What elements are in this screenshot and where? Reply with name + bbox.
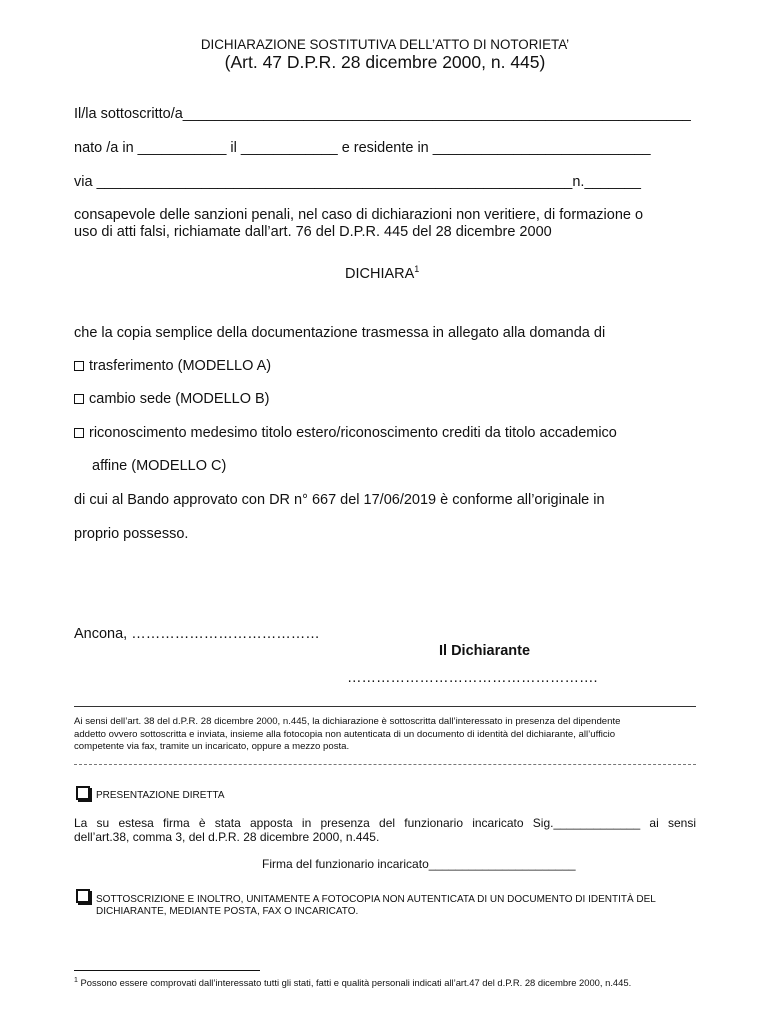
sottoscrizione-line-1: SOTTOSCRIZIONE E INOLTRO, UNITAMENTE A FOTOCOPIA NON AUTENTICATA DI UN DOCUMENTO DI IDENTITÀ DEL: [96, 894, 656, 905]
notice-line-2: addetto ovvero sottoscritta e inviata, insieme alla fotocopia non autenticata di un documento di identità del dichiarante, all’ufficio: [74, 729, 616, 740]
presentazione-text-2: dell’art.38, comma 3, del d.P.R. 28 dicembre 2000, n.445.: [74, 830, 380, 844]
option-c-label: riconoscimento medesimo titolo estero/riconoscimento crediti da titolo accademico: [89, 425, 617, 441]
checkbox-icon[interactable]: [74, 394, 84, 404]
notice-line-1: Ai sensi dell’art. 38 del d.P.R. 28 dicembre 2000, n.445, la dichiarazione è sottoscritta dall’interessato in presenza del dipendente: [74, 716, 621, 727]
firma-funzionario[interactable]: Firma del funzionario incaricato______________________: [262, 857, 576, 871]
dichiara-heading: [345, 264, 419, 282]
option-b-label: cambio sede (MODELLO B): [89, 391, 270, 407]
checkbox-presentazione[interactable]: [76, 786, 90, 800]
checkbox-icon[interactable]: [74, 361, 84, 371]
footnote-ref: 1: [414, 264, 420, 274]
footnote-text: Possono essere comprovati dall’interessato tutti gli stati, fatti e qualità personali indicati all’art.47 del d.P.R. 28 dicembre 2000, n.445.: [80, 977, 632, 989]
document-subtitle: (Art. 47 D.P.R. 28 dicembre 2000, n. 445): [224, 52, 546, 72]
option-c-label-cont: affine (MODELLO C): [92, 458, 227, 474]
presentazione-label: PRESENTAZIONE DIRETTA: [96, 790, 225, 801]
divider: [74, 706, 696, 707]
declarant-signature-line[interactable]: …………………………………………….: [347, 670, 598, 686]
field-sottoscritto[interactable]: Il/la sottoscritto/a_______________________________________________________________: [74, 106, 691, 122]
notice-line-3: competente via fax, tramite un incaricato, oppure a mezzo posta.: [74, 741, 350, 752]
document-title: DICHIARAZIONE SOSTITUTIVA DELL’ATTO DI NOTORIETA’: [200, 37, 570, 52]
option-modello-a[interactable]: [74, 358, 271, 374]
bando-line-2: proprio possesso.: [74, 526, 189, 542]
consapevole-line-1: consapevole delle sanzioni penali, nel caso di dichiarazioni non veritiere, di formazione o: [74, 207, 644, 223]
option-modello-c[interactable]: [74, 425, 617, 441]
bando-line-1: di cui al Bando approvato con DR n° 667 del 17/06/2019 è conforme all’originale in: [74, 492, 605, 508]
footnote-separator: [74, 970, 260, 971]
divider-dashed: [74, 764, 696, 765]
option-a-label: trasferimento (MODELLO A): [89, 358, 272, 374]
footnote: [74, 977, 631, 988]
consapevole-line-2: uso di atti falsi, richiamate dall’art. 76 del D.P.R. 445 del 28 dicembre 2000: [74, 224, 552, 240]
option-modello-b[interactable]: [74, 391, 270, 407]
footnote-mark: 1: [74, 977, 78, 984]
field-nascita-residenza[interactable]: nato /a in ___________ il ____________ e residente in ___________________________: [74, 140, 651, 156]
sottoscrizione-line-2: DICHIARANTE, MEDIANTE POSTA, FAX O INCARICATO.: [96, 906, 359, 917]
declarant-label: Il Dichiarante: [439, 643, 531, 659]
presentazione-text-1: La su estesa firma è stata apposta in presenza del funzionario incaricato Sig._____________ ai sensi: [74, 816, 696, 830]
field-via[interactable]: via ___________________________________________________________n._______: [74, 174, 641, 190]
place-date[interactable]: Ancona, …………………………………: [74, 626, 320, 642]
checkbox-sottoscrizione[interactable]: [76, 889, 90, 903]
checkbox-icon[interactable]: [74, 428, 84, 438]
dichiara-label: DICHIARA: [345, 265, 415, 282]
body-intro: che la copia semplice della documentazione trasmessa in allegato alla domanda di: [74, 325, 606, 341]
